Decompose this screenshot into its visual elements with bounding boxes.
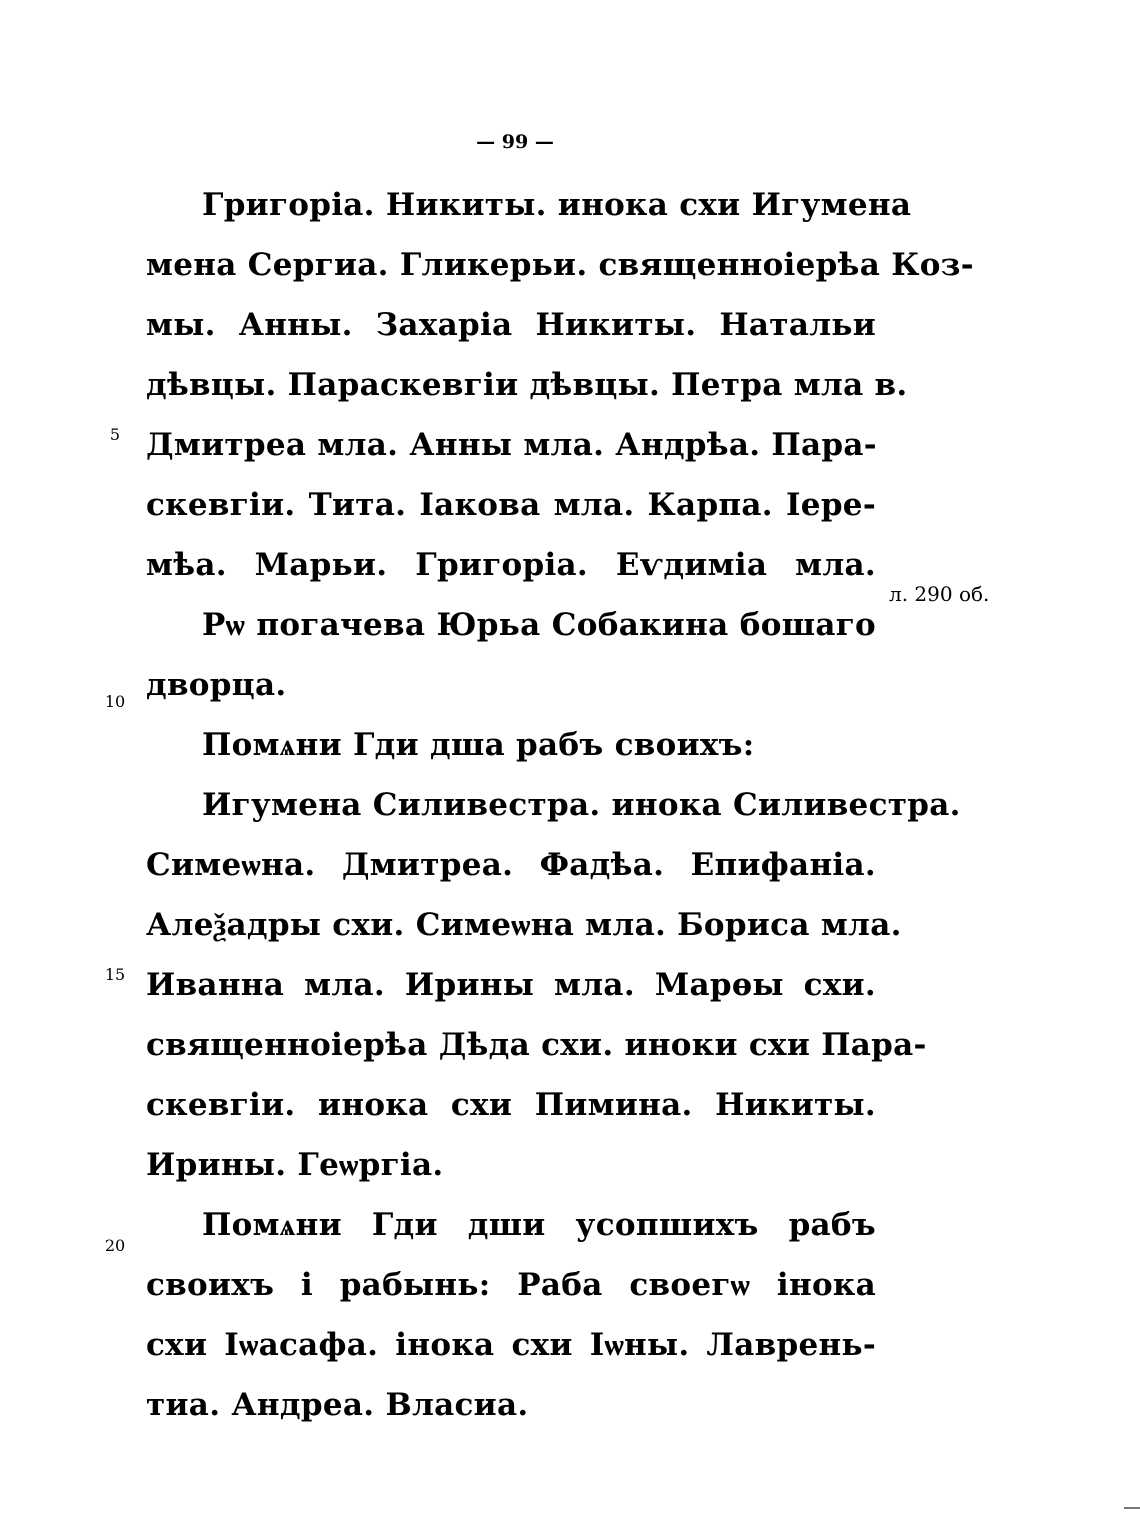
text-line-17: Ирины. Геѡргіа. bbox=[146, 1147, 444, 1183]
line-number-20: 20 bbox=[104, 1236, 126, 1255]
text-line-16: скевгіи. инока схи Пимина. Никиты. bbox=[146, 1087, 876, 1123]
text-line-3: мы. Анны. Захаріа Никиты. Натальи bbox=[146, 307, 876, 343]
text-line-8: Рѡ погачева Юрьа Собакина бошаго bbox=[202, 607, 876, 643]
text-line-9: дворца. bbox=[146, 667, 287, 703]
text-line-7: мѣа. Марьи. Григоріа. Еѵдиміа мла. bbox=[146, 547, 876, 583]
text-line-4: дѣвцы. Параскевгіи дѣвцы. Петра мла в. bbox=[146, 367, 908, 403]
folio-margin-note: л. 290 об. bbox=[889, 582, 990, 606]
line-number-5: 5 bbox=[109, 425, 121, 444]
text-line-11: Игумена Силивестра. инока Силивестра. bbox=[202, 787, 961, 823]
text-line-18: Помѧни Гди дши усопшихъ рабъ bbox=[202, 1207, 876, 1243]
text-line-5: Дмитреа мла. Анны мла. Андрѣа. Пара- bbox=[146, 427, 877, 463]
text-line-1: Григоріа. Никиты. инока схи Игумена bbox=[202, 187, 912, 223]
text-line-2: мена Сергиа. Гликерьи. священноіерѣа Коз- bbox=[146, 247, 974, 283]
text-line-12: Симеѡна. Дмитреа. Фадѣа. Епифаніа. bbox=[146, 847, 876, 883]
text-line-10: Помѧни Гди дша рабъ своихъ: bbox=[202, 727, 755, 763]
text-line-6: скевгіи. Тита. Іакова мла. Карпа. Іере- bbox=[146, 487, 876, 523]
text-line-20: схи Іѡасафа. інока схи Іѡны. Лаврень- bbox=[146, 1327, 876, 1363]
text-line-15: священноіерѣа Дѣда схи. иноки схи Пара- bbox=[146, 1027, 927, 1063]
scan-edge-mark bbox=[1124, 1507, 1140, 1509]
text-line-19: своихъ і рабынь: Раба своегѡ інока bbox=[146, 1267, 876, 1303]
text-line-13: Алеѯадры схи. Симеѡна мла. Бориса мла. bbox=[146, 907, 902, 943]
text-line-14: Иванна мла. Ирины мла. Марѳы схи. bbox=[146, 967, 876, 1003]
line-number-15: 15 bbox=[104, 965, 126, 984]
line-number-10: 10 bbox=[104, 692, 126, 711]
page-number: — 99 — bbox=[476, 131, 554, 153]
text-line-21: тиа. Андреа. Власиа. bbox=[146, 1387, 529, 1423]
